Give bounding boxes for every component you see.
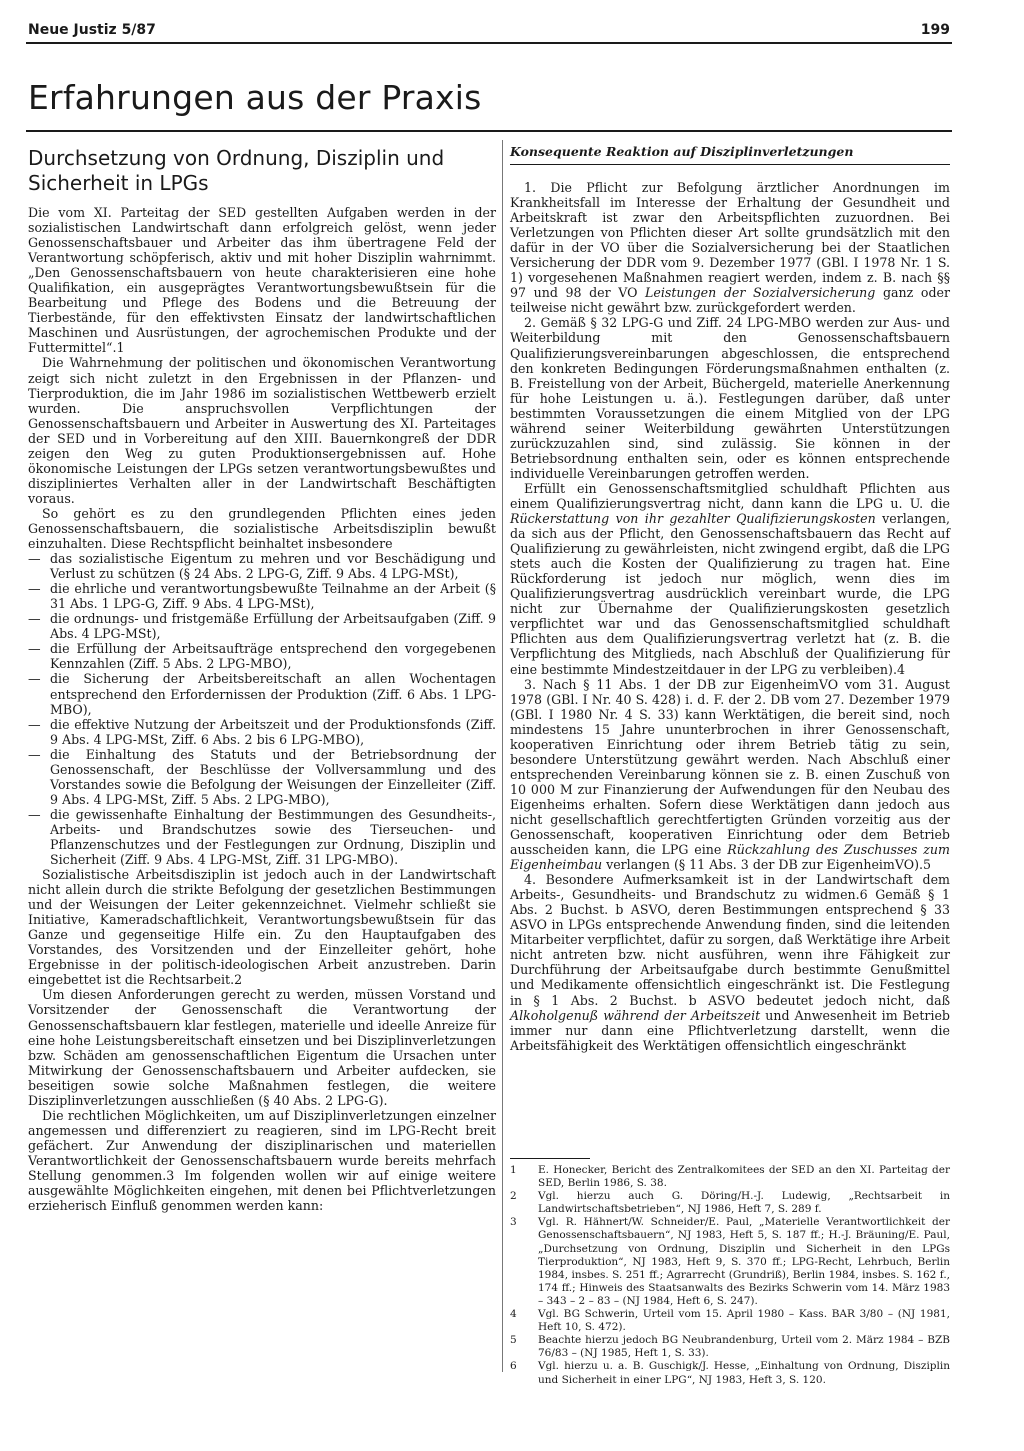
body-paragraph: Sozialistische Arbeitsdisziplin ist jedoch auch in der Landwirtschaft nicht allein durch die strikte Befolgung der gesetzlichen Bestimmungen und der Weisungen der Leiter gekennzeichnet. Vielmehr schließt sie Initiative, Kameradschaftlichkeit, Verantwortungsbewußtsein für das Ganze und gegenseitige Hilfe ein. Zu den Hauptaufgaben des Vorstandes, des Vorsitzenden und der Einzelleiter gehört, hohe Ergebnisse in der politisch-ideologischen Arbeit anzustreben. Darin eingebettet ist die Rechtsarbeit.2 bbox=[28, 867, 496, 988]
emphasis: Leistungen der Sozialversicherung bbox=[645, 285, 876, 301]
list-item: — die Einhaltung des Statuts und der Betriebsordnung der Genossenschaft, der Beschlüsse der Vollversammlung und des Vorstandes sowie die Befolgung der Weisungen der Einzelleiter (Ziff. 9 Abs. 4 LPG-MSt, Ziff. 5 Abs. 2 LPG-MBO), bbox=[28, 747, 496, 807]
body-paragraph: Um diesen Anforderungen gerecht zu werden, müssen Vorstand und Vorsitzender der Genossenschaft die Verantwortung der Genossenschaftsbauern klar festlegen, materielle und ideelle Anreize für eine hohe Leistungsbereitschaft einsetzen und bei Disziplinverletzungen bzw. Schäden am genossenschaftlichen Eigentum die Ursachen unter Mitwirkung der Genossenschaftsbauern und Arbeiter aufdecken, sie beseitigen sowie solche Maßnahmen festlegen, die weitere Disziplinverletzungen ausschließen (§ 40 Abs. 2 LPG-G). bbox=[28, 987, 496, 1108]
footnote bbox=[510, 1164, 950, 1190]
column-divider bbox=[502, 140, 503, 1372]
footnote-text: Vgl. R. Hähnert/W. Schneider/E. Paul, „Materielle Verantwortlichkeit der Genossenschaftsbauern“, NJ 1983, Heft 5, S. 187 ff.; H.-J. Bräuning/E. Paul, „Durchsetzung von Ordnung, Disziplin und Sicherheit in den LPGs Tierproduktion“, NJ 1983, Heft 9, S. 370 ff.; LPG-Recht, Lehrbuch, Berlin 1984, insbes. S. 251 ff.; Agrarrecht (Grundriß), Berlin 1984, insbes. S. 162 f., 174 ff.; Hinweis des Staatsanwalts des Bezirks Schwerin vom 14. März 1983 – 343 – 2 – 83 – (NJ 1984, Heft 6, S. 247). bbox=[538, 1216, 950, 1307]
intro-paragraph: So gehört es zu den grundlegenden Pflichten eines jeden Genossenschaftsbauern, die sozialistische Arbeitsdisziplin bewußt einzuhalten. Diese Rechtspflicht beinhaltet insbesondere bbox=[28, 505, 496, 552]
text-run: Erfüllt ein Genossenschaftsmitglied schuldhaft Pflichten aus einem Qualifizierungsvertrag nicht, dann kann die LPG u. U. die bbox=[510, 480, 950, 511]
text-run: verlangen (§ 11 Abs. 3 der DB zur EigenheimVO).5 bbox=[606, 857, 931, 873]
footnote-number: 1 bbox=[510, 1164, 517, 1176]
footnote bbox=[510, 1334, 950, 1360]
subsection-heading: Konsequente Reaktion auf Disziplinverletzungen bbox=[510, 144, 854, 159]
list-item: — die Erfüllung der Arbeitsaufträge entsprechend den vorgegebenen Kennzahlen (Ziff. 5 Abs. 2 LPG-MBO), bbox=[28, 641, 496, 671]
left-column bbox=[28, 205, 496, 1213]
section-rule bbox=[26, 130, 952, 132]
footnote-text: Vgl. BG Schwerin, Urteil vom 15. April 1980 – Kass. BAR 3/80 – (NJ 1981, Heft 10, S. 472). bbox=[538, 1308, 950, 1334]
body-paragraph bbox=[510, 481, 950, 677]
list-item: — die ordnungs- und fristgemäße Erfüllung der Arbeitsaufgaben (Ziff. 9 Abs. 4 LPG-MSt), bbox=[28, 611, 496, 641]
list-item: — die effektive Nutzung der Arbeitszeit und der Produktionsfonds (Ziff. 9 Abs. 4 LPG-MSt, Ziff. 6 Abs. 2 bis 6 LPG-MBO), bbox=[28, 717, 496, 747]
emphasis: Rückerstattung von ihr gezahlter Qualifizierungskosten bbox=[510, 511, 876, 527]
footnote-text: E. Honecker, Bericht des Zentralkomitees der SED an den XI. Parteitag der SED, Berlin 1986, S. 38. bbox=[538, 1164, 950, 1190]
list-item: — die gewissenhafte Einhaltung der Bestimmungen des Gesundheits-, Arbeits- und Brandschutzes sowie des Tierseuchen- und Pflanzenschutzes und der Festlegungen zur Ordnung, Disziplin und Sicherheit (Ziff. 9 Abs. 4 LPG-MSt, Ziff. 31 LPG-MBO). bbox=[28, 807, 496, 867]
footnote-text: Beachte hierzu jedoch BG Neubrandenburg, Urteil vom 2. März 1984 – BZB 76/83 – (NJ 1985, Heft 1, S. 33). bbox=[538, 1334, 950, 1360]
list-item: — das sozialistische Eigentum zu mehren und vor Beschädigung und Verlust zu schützen (§ 24 Abs. 2 LPG-G, Ziff. 9 Abs. 4 LPG-MSt), bbox=[28, 551, 496, 581]
text-run: und Anwesenheit im Betrieb immer nur dann eine Pflichtverletzung darstellt, wenn die Arbeitsfähigkeit des Werktätigen offensichtlich eingeschränkt bbox=[510, 1007, 950, 1053]
text-run: 1. Die Pflicht zur Befolgung ärztlicher Anordnungen im Krankheitsfall im Interesse der Erhaltung der Gesundheit und Arbeitskraft ist zwar den Arbeitspflichten zuzuordnen. Bei Verletzungen von Pflichten dieser Art sollte grundsätzlich mit den dafür in der VO über die Sozialversicherung bei der Staatlichen Versicherung der DDR vom 9. Dezember 1977 (GBl. I 1978 Nr. 1 S. 1) vorgesehenen Maßnahmen reagiert werden, indem z. B. nach §§ 97 und 98 der VO bbox=[510, 180, 950, 301]
body-paragraph bbox=[510, 872, 950, 1053]
footnote-text: Vgl. hierzu u. a. B. Guschigk/J. Hesse, „Einhaltung von Ordnung, Disziplin und Sicherheit in einer LPG“, NJ 1983, Heft 3, S. 120. bbox=[538, 1360, 950, 1386]
header-rule bbox=[26, 42, 952, 44]
footnote-number: 2 bbox=[510, 1190, 517, 1203]
body-paragraph: 2. Gemäß § 32 LPG-G und Ziff. 24 LPG-MBO werden zur Aus- und Weiterbildung mit den Genossenschaftsbauern Qualifizierungsvereinbarungen abgeschlossen, die entsprechend den konkreten Bedingungen Förderungsmaßnahmen enthalten (z. B. Freistellung von der Arbeit, Büchergeld, materielle Anerkennung für hohe Leistungen u. ä.). Festlegungen darüber, daß unter bestimmten Voraussetzungen die einem Mitglied von der LPG während seiner Weiterbildung gewährten Unterstützungen zurückzuzahlen sind, sind zulässig. Sie können in der Betriebsordnung enthalten sein, oder es können entsprechende individuelle Vereinbarungen getroffen werden. bbox=[510, 315, 950, 481]
duties-list bbox=[28, 551, 496, 867]
footnote bbox=[510, 1216, 950, 1308]
text-run: 3. Nach § 11 Abs. 1 der DB zur EigenheimVO vom 31. August 1978 (GBl. I Nr. 40 S. 428) i. d. F. der 2. DB vom 27. Dezember 1979 (GBl. I 1980 Nr. 4 S. 33) kann Werktätigen, die bereit sind, noch mindestens 15 Jahre ununterbrochen in ihrer Genossenschaft, kooperativen Einrichtung oder ihrem Betrieb tätig zu sein, besondere Unterstützung gewährt werden. Nach Abschluß einer entsprechenden Vereinbarung können sie z. B. einen Zuschuß von 10 000 M zur Finanzierung der Aufwendungen für den Neubau des Eigenheims erhalten. Sofern diese Werktätigen dann jedoch aus nicht gesellschaftlich gerechtfertigten Gründen vorzeitig aus der Genossenschaft, kooperativen Einrichtung oder dem Betrieb ausscheiden kann, die LPG eine bbox=[510, 676, 950, 858]
text-run: ganz oder teilweise nicht gewährt bzw. zurückgefordert werden. bbox=[510, 285, 950, 316]
footnote bbox=[510, 1190, 950, 1216]
footnote bbox=[510, 1360, 950, 1386]
footnotes bbox=[510, 1164, 950, 1387]
running-header-journal: Neue Justiz 5/87 bbox=[28, 22, 156, 38]
right-column bbox=[510, 180, 950, 1053]
list-item: — die ehrliche und verantwortungsbewußte Teilnahme an der Arbeit (§ 31 Abs. 1 LPG-G, Ziff. 9 Abs. 4 LPG-MSt), bbox=[28, 581, 496, 611]
page-number: 199 bbox=[920, 22, 950, 38]
footnote-number: 6 bbox=[510, 1360, 517, 1373]
emphasis: Rückzahlung des Zuschusses zum Eigenheimbau bbox=[510, 842, 950, 873]
list-item: — die Sicherung der Arbeitsbereitschaft an allen Wochentagen entsprechend den Erfordernissen der Produktion (Ziff. 6 Abs. 1 LPG-MBO), bbox=[28, 671, 496, 716]
footnote-rule bbox=[510, 1158, 590, 1159]
footnote-number: 5 bbox=[510, 1334, 517, 1347]
section-title: Erfahrungen aus der Praxis bbox=[28, 78, 482, 117]
body-paragraph: Die rechtlichen Möglichkeiten, um auf Disziplinverletzungen einzelner angemessen und differenziert zu reagieren, sind im LPG-Recht breit gefächert. Zur Anwendung der disziplinarischen und materiellen Verantwortlichkeit der Genossenschaftsbauern wurde bereits mehrfach Stellung genommen.3 Im folgenden wollen wir auf einige weitere ausgewählte Möglichkeiten eingehen, mit denen bei Pflichtverletzungen erzieherisch Einfluß genommen werden kann: bbox=[28, 1107, 496, 1214]
text-run: verlangen, da sich aus der Pflicht, den Genossenschaftsbauern das Recht auf Qualifizierung zu gewährleisten, nicht zwingend ergibt, daß die LPG stets auch die Kosten der Qualifizierung zu tragen hat. Eine Rückforderung ist jedoch nur möglich, wenn dies im Qualifizierungsvertrag ausdrücklich vereinbart wurde, die LPG nicht zur Übernahme der Qualifizierungskosten gesetzlich verpflichtet war und das Genossenschaftsmitglied schuldhaft Pflichten aus dem Qualifizierungsvertrag verletzt hat (z. B. die Verpflichtung des Mitglieds, nach Abschluß der Qualifizierung für eine bestimmte Mindestzeitdauer in der LPG zu verbleiben).4 bbox=[510, 511, 950, 677]
intro-paragraph: Die vom XI. Parteitag der SED gestellten Aufgaben werden in der sozialistischen Landwirtschaft dann erfolgreich gelöst, wenn jeder Genossenschaftsbauer und Arbeiter das ihm übertragene Feld der Verantwortung schöpferisch, aktiv und mit hoher Disziplin wahrnimmt. „Den Genossenschaftsbauern von heute charakterisieren eine hohe Qualifikation, ein ausgeprägtes Verantwortungsbewußtsein für die Bearbeitung und Pflege des Bodens und die Betreuung der Tierbestände, für den effektivsten Einsatz der landwirtschaftlichen Maschinen und Ausrüstungen, der agrochemischen Produkte und der Futtermittel“.1 bbox=[28, 205, 496, 356]
footnote-number: 3 bbox=[510, 1216, 517, 1229]
body-paragraph bbox=[510, 180, 950, 315]
footnote bbox=[510, 1308, 950, 1334]
text-run: 4. Besondere Aufmerksamkeit ist in der Landwirtschaft dem Arbeits-, Gesundheits- und Brandschutz zu widmen.6 Gemäß § 1 Abs. 2 Buchst. b ASVO, deren Bestimmungen entsprechend § 33 ASVO in LPGs entsprechende Anwendung finden, sind die leitenden Mitarbeiter verpflichtet, dafür zu sorgen, daß Werktätige ihre Arbeit nicht antreten bzw. nicht ausführen, wenn ihre Fähigkeit zur Durchführung der Arbeitsaufgabe durch bestimmte Genußmittel und Medikamente offensichtlich eingeschränkt ist. Die Festlegung in § 1 Abs. 2 Buchst. b ASVO bedeutet jedoch nicht, daß bbox=[510, 872, 950, 1008]
subsection-rule bbox=[510, 164, 950, 165]
article-title: Durchsetzung von Ordnung, Disziplin und Sicherheit in LPGs bbox=[28, 146, 445, 195]
footnote-text: Vgl. hierzu auch G. Döring/H.-J. Ludewig, „Rechtsarbeit in Landwirtschaftsbetrieben“, NJ 1986, Heft 7, S. 289 f. bbox=[538, 1190, 950, 1216]
body-paragraph bbox=[510, 677, 950, 873]
footnote-number: 4 bbox=[510, 1308, 517, 1321]
intro-paragraph: Die Wahrnehmung der politischen und ökonomischen Verantwortung zeigt sich nicht zuletzt in den Ergebnissen in der Pflanzen- und Tierproduktion, die im Jahr 1986 im sozialistischen Wettbewerb erzielt wurden. Die anspruchsvollen Verpflichtungen der Genossenschaftsbauern und Arbeiter in Auswertung des XI. Parteitages der SED und in Vorbereitung auf den XIII. Bauernkongreß der DDR zeigen den Weg zu guten Produktionsergebnissen auf. Hohe ökonomische Leistungen der LPGs setzen verantwortungsbewußtes und diszipliniertes Verhalten aller in der Landwirtschaft Beschäftigten voraus. bbox=[28, 355, 496, 506]
emphasis: Alkoholgenuß während der Arbeitszeit bbox=[510, 1007, 761, 1023]
